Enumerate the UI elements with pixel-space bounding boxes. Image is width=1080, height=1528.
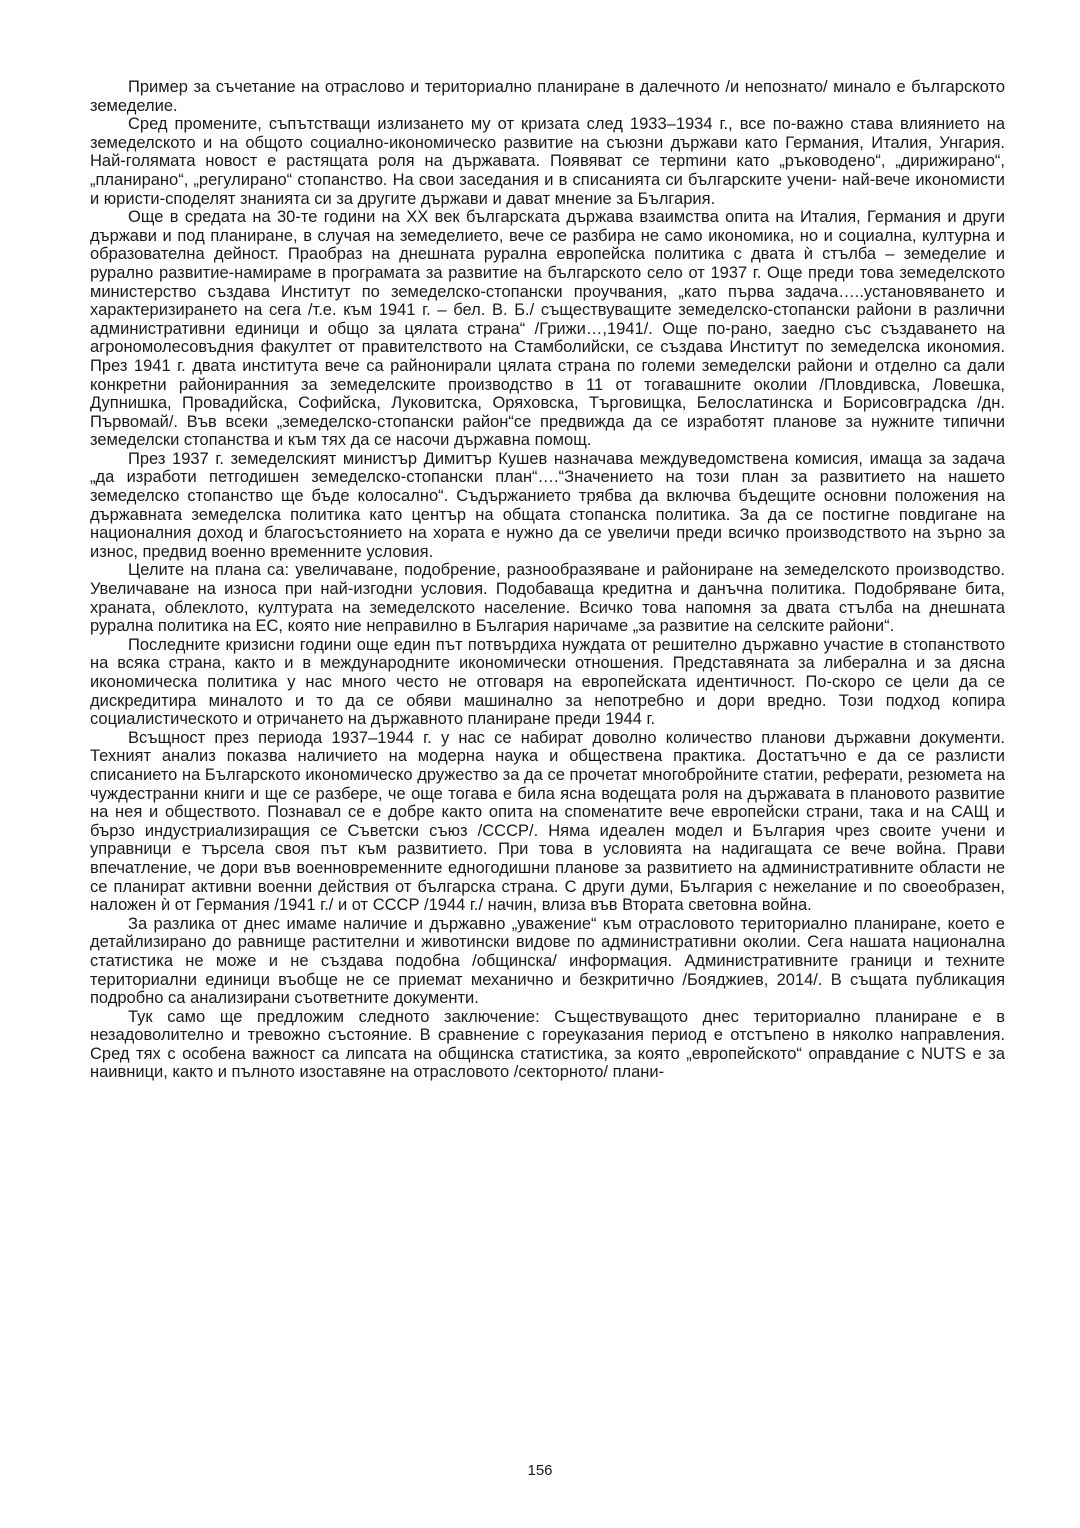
page-number: 156 <box>527 1462 553 1479</box>
paragraph: Тук само ще предложим следното заключение: Съществуващото днес териториално планиране е в незадоволително и тревожно състояние. В сравнение с гореуказания период е отстъпено в няколко направления. Сред тях с особена важност са липсата на общинска статистика, за която „европейското“ оправдание с NUTS е за наивници, както и пълното изоставяне на отрасловото /секторното/ плани- <box>90 1007 1005 1082</box>
paragraph: Пример за съчетание на отраслово и териториално планиране в далечното /и непознато/ минало е българското земеделие. <box>90 78 1005 115</box>
paragraph: Всъщност през периода 1937–1944 г. у нас се набират доволно количество планови държавни документи. Техният анализ показва наличието на модерна наука и обществена практика. Достатъчно е да се разлисти списанието на Българското икономическо дружество за да се прочетат многобройните статии, реферати, резюмета на чуждестранни книги и ще се разбере, че още тогава е била ясна водещата роля на държавата в плановото развитие на нея и обществото. Познавал се е добре както опита на споменатите вече европейски страни, така и на САЩ и бързо индустриализиращия се Съветски съюз /СССР/. Няма идеален модел и България чрез своите учени и управници е търсела своя път към развитието. При това в условията на надигащата се вече война. Прави впечатление, че дори във военновременните едногодишни планове за развитието на административните области не се планират активни военни действия от българска страна. С други думи, България с нежелание и по своеобразен, наложен ѝ от Германия /1941 г./ и от СССР /1944 г./ начин, влиза във Втората световна война. <box>90 728 1005 915</box>
paragraph: Сред промените, съпътстващи излизането му от кризата след 1933–1934 г., все по-важно става влиянието на земеделското и на общото социално-икономическо развитие на съюзни държави като Германия, Италия, Унгария. Най-голямата новост е растящата роля на държавата. Появяват се терmини като „ръководено“, „дирижирано“, „планирано“, „регулирано“ стопанство. На свои заседания и в списанията си българските учени- най-вече икономисти и юристи-споделят знанията си за другите държави и дават мнение за България. <box>90 115 1005 208</box>
paragraph: За разлика от днес имаме наличие и държавно „уважение“ към отрасловото териториално планиране, което е детайлизирано до равнище растителни и животински видове по административни околии. Сега нашата национална статистика не може и не създава подобна /общинска/ информация. Административните граници и техните териториални единици въобще не се приемат механично и безкритично /Бояджиев, 2014/. В същата публикация подробно са анализирани съответните документи. <box>90 914 1005 1008</box>
paragraph: Още в средата на 30-те години на XX век българската държава взаимства опита на Италия, Германия и други държави и под планиране, в случая на земеделието, вече се разбира не само икономика, но и социална, културна и образователна дейност. Праобраз на днешната рурална европейска политика с двата ѝ стълба – земеделие и рурално развитие-намираме в програмата за развитие на българското село от 1937 г. Още преди това земеделското министерство създава Институт по земеделско-стопански проучвания, „като първа задача…..установяването и характеризирането на сега /т.е. към 1941 г. – бел. В. Б./ съществуващите земеделско-стопански райони в различни административни единици и общо за цялата страна“ /Грижи…,1941/. Още по-рано, заедно със създаването на агрономолесовъдния факултет от правителството на Стамболийски, се създава Институт по земеделска икономия. През 1941 г. двата института вече са райнонирали цялата страна по големи земеделски райони и отделно са дали конкретни райониранния за земеделските производство в 11 от тогавашните околии /Пловдивска, Ловешка, Дупнишка, Провадийска, Софийска, Луковитска, Оряховска, Търговищка, Белослатинска и Борисовградска /дн. Първомай/. Във всеки „земеделско-стопански район“се предвижда да се изработят планове за нужните типични земеделски стопанства и към тях да се насочи държавна помощ. <box>90 208 1005 450</box>
body-text <box>90 78 1005 1082</box>
paragraph: Последните кризисни години още един път потвърдиха нуждата от решително държавно участие в стопанството на всяка страна, както и в международните икономически отношения. Представяната за либерална и за дясна икономическа политика у нас много често не отговаря на европейската идентичност. По-скоро се цели да се дискредитира миналото и то да се обяви машинално за непотребно и дори вредно. Този подход копира социалистическото и отричането на държавното планиране преди 1944 г. <box>90 635 1005 729</box>
paragraph: През 1937 г. земеделският министър Димитър Кушев назначава междуведомствена комисия, имаща за задача „да изработи петгодишен земеделско-стопански план“….“Значението на този план за развитието на нашето земеделско стопанство ще бъде колосално“. Съдържанието трябва да включва бъдещите основни положения на държавната земеделска политика като център на общата стопанска политика. За да се постигне повдигане на националния доход и благосъстоянието на хората е нужно да се увеличи преди всичко производството на зърно за износ, предвид военно временните условия. <box>90 449 1005 561</box>
paragraph: Целите на плана са: увеличаване, подобрение, разнообразяване и райониране на земеделското производство. Увеличаване на износа при най-изгодни условия. Подобаваща кредитна и данъчна политика. Подобряване бита, храната, облеклото, културата на земеделското население. Всичко това напомня за двата стълба на днешната рурална политика на ЕС, която ние неправилно в България наричаме „за развитие на селските райони“. <box>90 561 1005 636</box>
